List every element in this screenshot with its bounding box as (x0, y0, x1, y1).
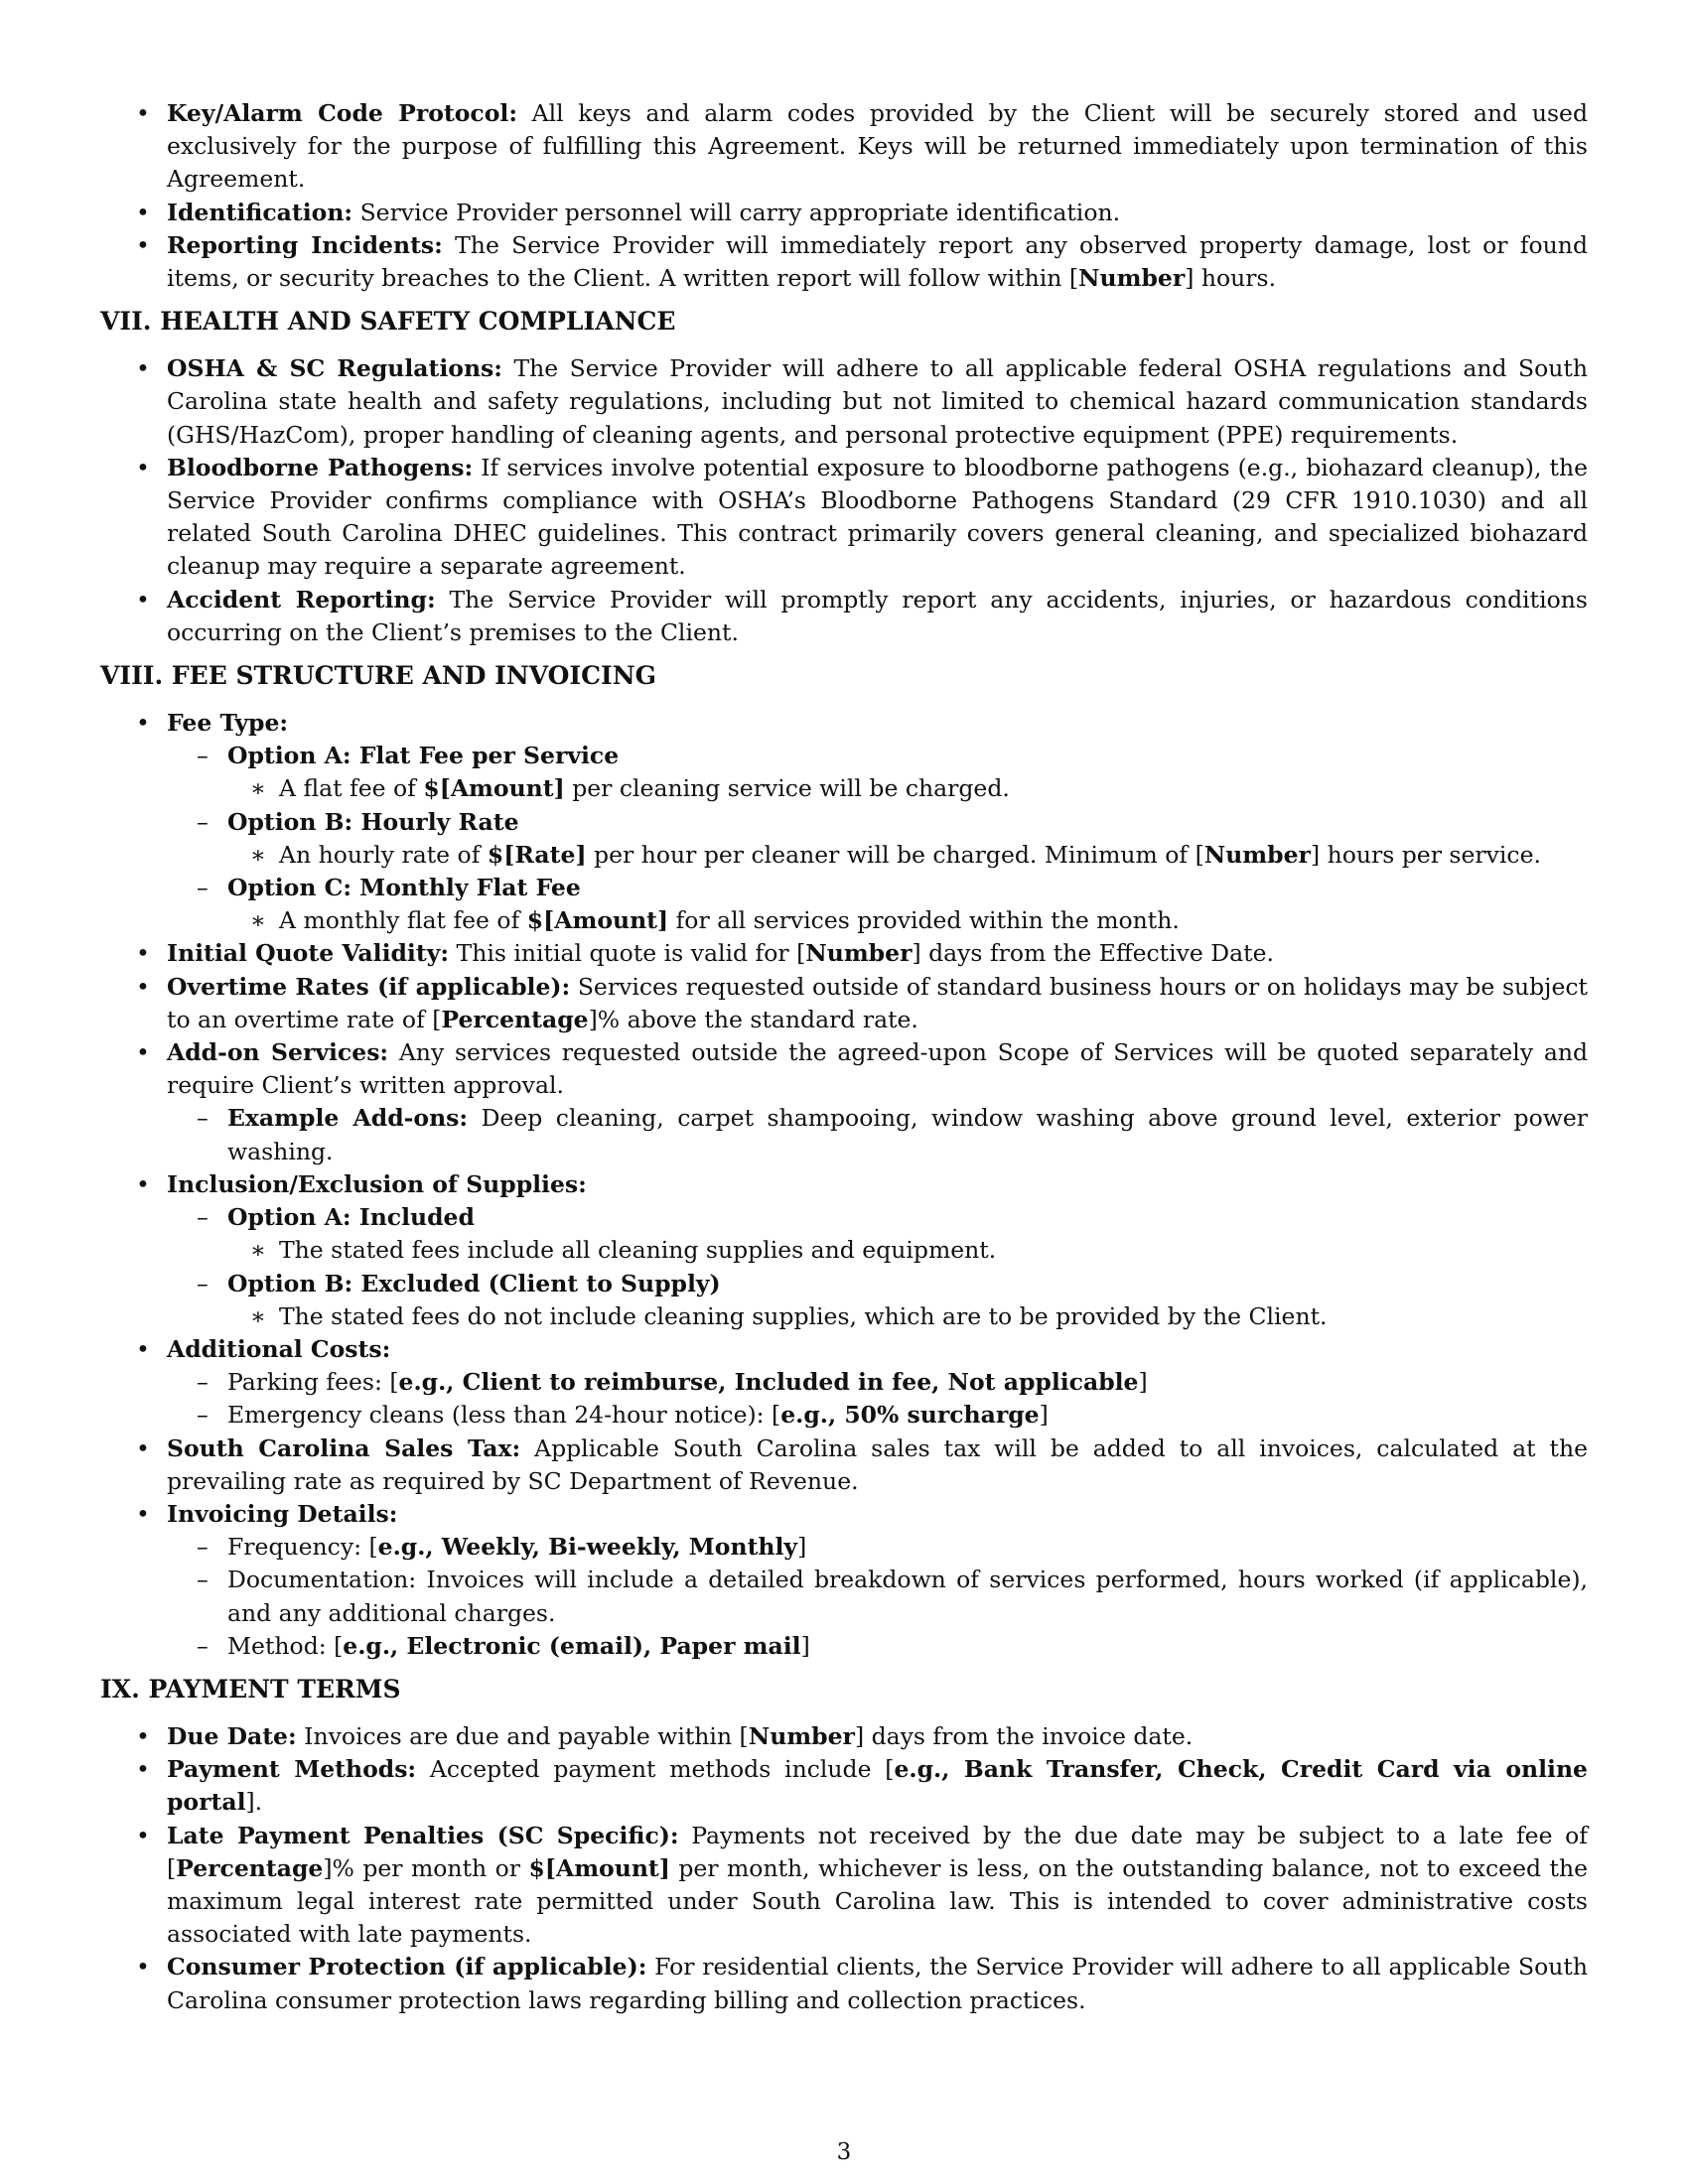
sub-list-item: – Option B: Hourly Rate (100, 806, 1588, 839)
health-safety-list (100, 352, 1588, 649)
intro-list (100, 97, 1588, 295)
section-heading-fee-structure: VIII. FEE STRUCTURE AND INVOICING (100, 661, 656, 691)
list-item: • Key/Alarm Code Protocol: All keys and alarm codes provided by the Client will be securely stored and used exclusively for the purpose of fulfilling this Agreement. Keys will be returned immediately upon termination of this Agreement. (100, 97, 1588, 197)
document-page (100, 97, 1588, 2017)
list-item: • Identification: Service Provider personnel will carry appropriate identification. (100, 197, 1588, 229)
sub-list-item: – Example Add-ons: Deep cleaning, carpet shampooing, window washing above ground level, exterior power washing. (100, 1102, 1588, 1167)
list-item: • Bloodborne Pathogens: If services involve potential exposure to bloodborne pathogens (e.g., biohazard cleanup), the Service Provider confirms compliance with OSHA’s Bloodborne Pathogens Standard (29 CFR 1910.1030) and all related South Carolina DHEC guidelines. This contract primarily covers general cleaning, and specialized biohazard cleanup may require a separate agreement. (100, 452, 1588, 584)
list-item-late-payment: • Late Payment Penalties (SC Specific): Payments not received by the due date may be subject to a late fee of [Percentage]% per month or $[Amount] per month, whichever is less, on the outstanding balance, not to exceed the maximum legal interest rate permitted under South Carolina law. This is intended to cover administrative costs associated with late payments. (100, 1820, 1588, 1952)
sub-list-item: – Documentation: Invoices will include a detailed breakdown of services performed, hours worked (if applicable), and any additional charges. (100, 1564, 1588, 1629)
section-heading-health-safety: VII. HEALTH AND SAFETY COMPLIANCE (100, 307, 676, 337)
list-item-sales-tax: • South Carolina Sales Tax: Applicable South Carolina sales tax will be added to all invoices, calculated at the prevailing rate as required by SC Department of Revenue. (100, 1433, 1588, 1498)
list-item-consumer-protection: • Consumer Protection (if applicable): For residential clients, the Service Provider will adhere to all applicable South Carolina consumer protection laws regarding billing and collection practices. (100, 1951, 1588, 2016)
sub-list-item: – Parking fees: [e.g., Client to reimburse, Included in fee, Not applicable] (100, 1366, 1588, 1399)
list-item-fee-type: • Fee Type: (100, 707, 1588, 740)
payment-terms-list (100, 1720, 1588, 2017)
sub-sub-list-item: ∗ The stated fees do not include cleaning supplies, which are to be provided by the Client. (100, 1300, 1588, 1333)
sub-sub-list-item: ∗ An hourly rate of $[Rate] per hour per cleaner will be charged. Minimum of [Number] hours per service. (100, 839, 1588, 872)
list-item-payment-methods: • Payment Methods: Accepted payment methods include [e.g., Bank Transfer, Check, Credit Card via online portal]. (100, 1753, 1588, 1819)
section-heading-payment-terms: IX. PAYMENT TERMS (100, 1674, 401, 1704)
list-item: • OSHA & SC Regulations: The Service Provider will adhere to all applicable federal OSHA regulations and South Carolina state health and safety regulations, including but not limited to chemical hazard communication standards (GHS/HazCom), proper handling of cleaning agents, and personal protective equipment (PPE) requirements. (100, 352, 1588, 452)
list-item-addons: • Add-on Services: Any services requested outside the agreed-upon Scope of Services will be quoted separately and require Client’s written approval. (100, 1036, 1588, 1102)
sub-list-item: – Frequency: [e.g., Weekly, Bi-weekly, Monthly] (100, 1531, 1588, 1564)
sub-list-item: – Option B: Excluded (Client to Supply) (100, 1268, 1588, 1300)
fee-structure-list (100, 707, 1588, 1663)
list-item: • Reporting Incidents: The Service Provider will immediately report any observed property damage, lost or found items, or security breaches to the Client. A written report will follow within [Number] hours. (100, 229, 1588, 295)
sub-list-item: – Option A: Included (100, 1201, 1588, 1234)
list-item-invoicing: • Invoicing Details: (100, 1498, 1588, 1531)
sub-list-item: – Method: [e.g., Electronic (email), Paper mail] (100, 1630, 1588, 1663)
sub-list-item: – Option C: Monthly Flat Fee (100, 872, 1588, 904)
list-item: • Accident Reporting: The Service Provider will promptly report any accidents, injuries, or hazardous conditions occurring on the Client’s premises to the Client. (100, 584, 1588, 649)
page-number: 3 (836, 2139, 852, 2165)
list-item-overtime: • Overtime Rates (if applicable): Services requested outside of standard business hours or on holidays may be subject to an overtime rate of [Percentage]% above the standard rate. (100, 971, 1588, 1036)
sub-list-item: – Option A: Flat Fee per Service (100, 740, 1588, 772)
sub-sub-list-item: ∗ A monthly flat fee of $[Amount] for all services provided within the month. (100, 904, 1588, 937)
sub-list-item: – Emergency cleans (less than 24-hour notice): [e.g., 50% surcharge] (100, 1399, 1588, 1432)
list-item-additional-costs: • Additional Costs: (100, 1333, 1588, 1366)
sub-sub-list-item: ∗ The stated fees include all cleaning supplies and equipment. (100, 1234, 1588, 1267)
list-item-supplies: • Inclusion/Exclusion of Supplies: (100, 1168, 1588, 1201)
list-item-due-date: • Due Date: Invoices are due and payable within [Number] days from the invoice date. (100, 1720, 1588, 1753)
sub-sub-list-item: ∗ A flat fee of $[Amount] per cleaning service will be charged. (100, 772, 1588, 805)
list-item-quote-validity: • Initial Quote Validity: This initial quote is valid for [Number] days from the Effective Date. (100, 937, 1588, 970)
